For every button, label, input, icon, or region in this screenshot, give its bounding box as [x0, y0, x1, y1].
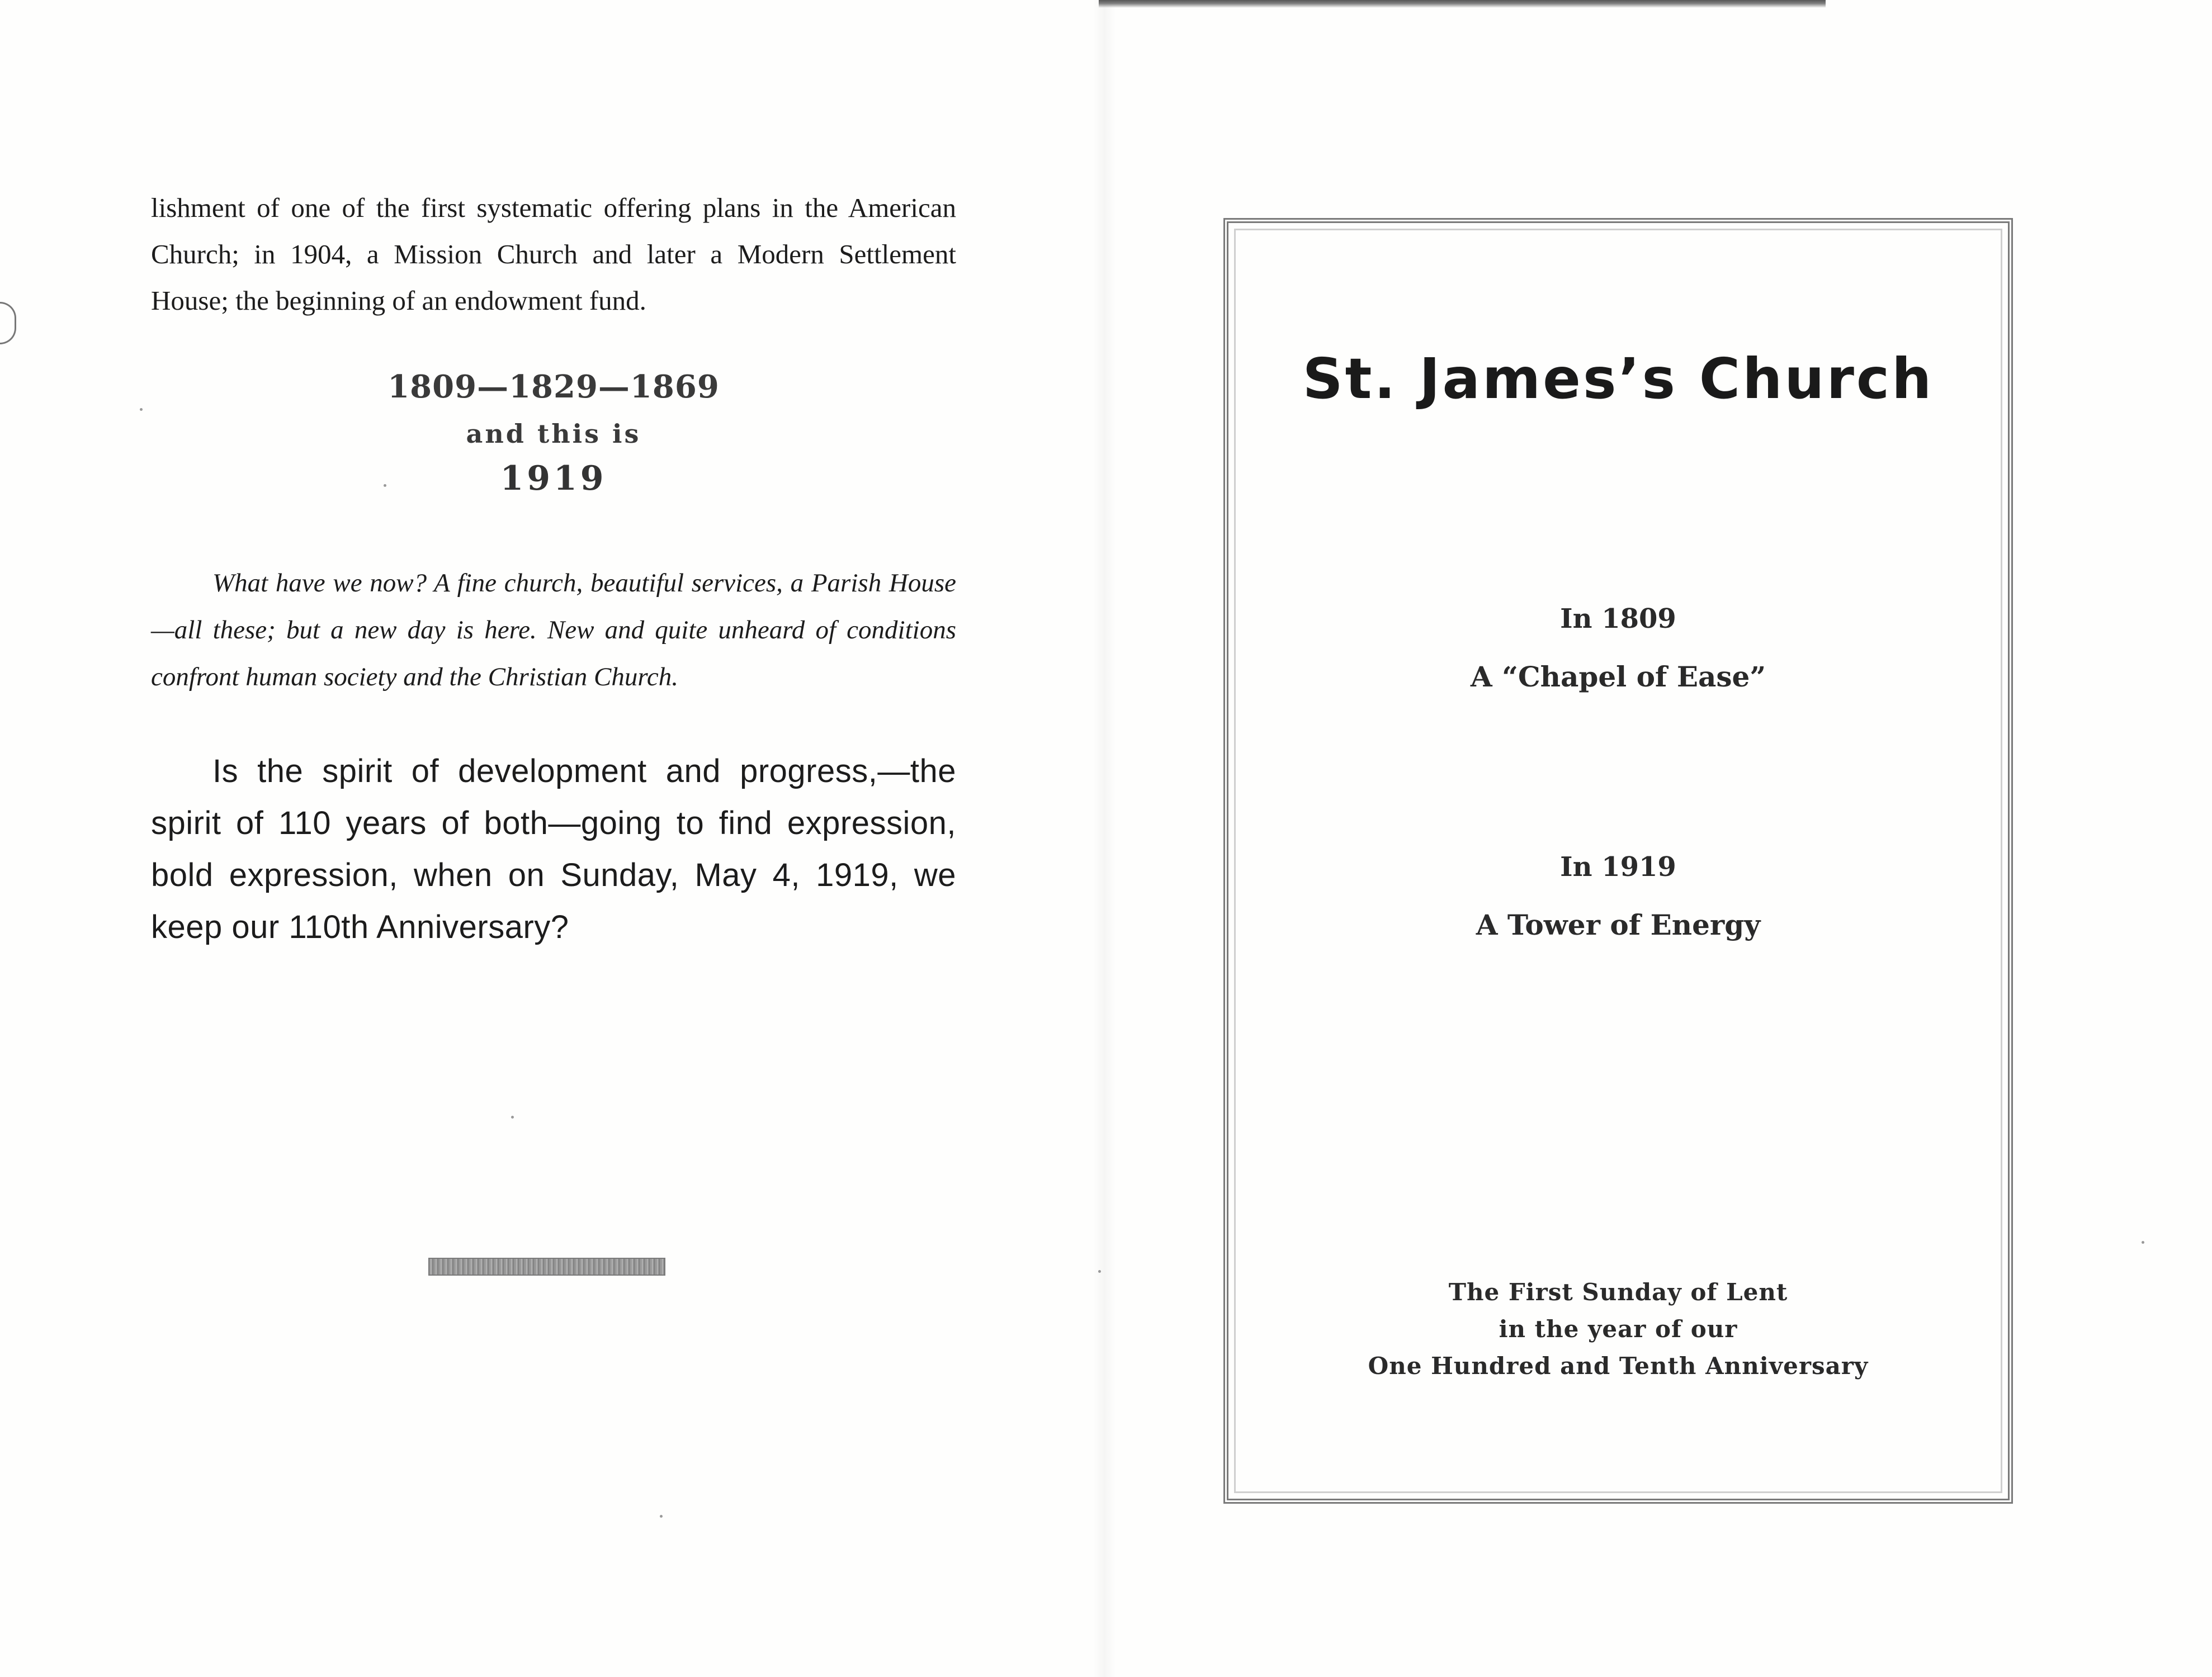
paragraph-what-have-we-now: What have we now? A fine church, beautiful services, a Parish House—all these; but a new day is here. New and quite unheard of conditions confront human society and the Christian Church. [151, 569, 956, 691]
current-year: 1919 [500, 459, 607, 498]
era-1919 [1228, 851, 2008, 941]
paper-speck [2142, 1241, 2144, 1244]
paper-speck [1098, 1270, 1101, 1273]
era-1809-year: In 1809 [1560, 603, 1676, 634]
historic-dates: 1809—1829—1869 [387, 368, 720, 405]
footer-line-2: in the year of our [1499, 1315, 1738, 1343]
paper-speck [660, 1515, 663, 1518]
paragraph-offering-plans: lishment of one of the first systematic offering plans in the American Church; in 1904, a Mission Church and later a Modern Settlement House; the beginning of an endowment fund. [151, 192, 956, 316]
era-1809 [1228, 603, 2008, 693]
paper-speck [511, 1116, 514, 1119]
church-title: St. James’s Church [1302, 346, 1934, 411]
footer-line-1: The First Sunday of Lent [1448, 1278, 1788, 1306]
era-1809-label: A “Chapel of Ease” [1470, 660, 1766, 693]
title-page-footer [1228, 1274, 2008, 1385]
era-1919-label: A Tower of Energy [1476, 908, 1761, 941]
ornament-rule [428, 1258, 665, 1276]
dates-block [151, 368, 956, 498]
era-1919-year: In 1919 [1560, 851, 1676, 883]
title-page-frame [1223, 218, 2013, 1504]
paper-speck [140, 408, 143, 411]
paragraph-spirit-of-development: Is the spirit of development and progress,—the spirit of 110 years of both—going to find expression, bold expression, when on Sunday, May 4, 1919, we keep our 110th Anniversary? [151, 753, 956, 945]
left-page [151, 184, 956, 953]
and-this-is-text: and this is [466, 419, 641, 449]
page-fold [1093, 0, 1116, 1677]
torn-top-edge [1099, 0, 1826, 8]
title-page-content [1228, 223, 2008, 1499]
footer-line-3: One Hundred and Tenth Anniversary [1368, 1352, 1869, 1380]
binding-mark [0, 302, 16, 344]
